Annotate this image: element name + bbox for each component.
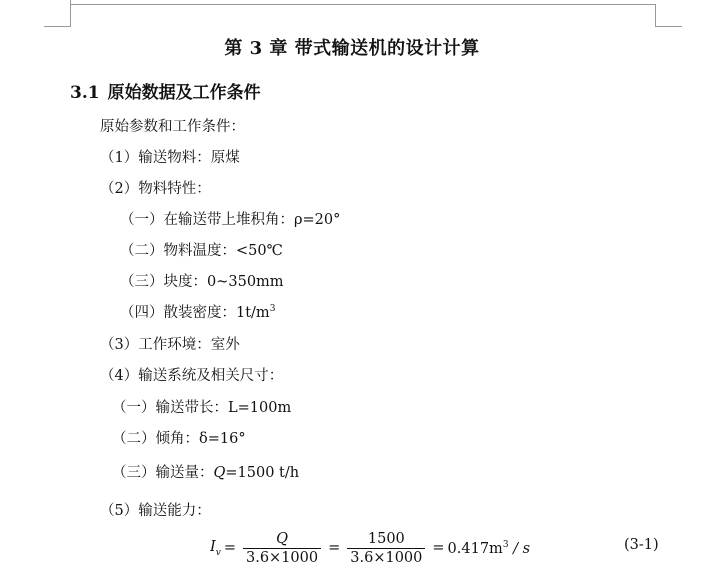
throughput-label: （三）输送量： (112, 465, 214, 481)
fraction-1-denominator: 3.6×1000 (243, 548, 321, 566)
item-capacity: （5）输送能力： (100, 503, 211, 519)
formula-equals-3: = (432, 540, 445, 556)
throughput-value: =1500 t/h (225, 465, 300, 481)
equation-number: (3-1) (624, 537, 659, 553)
section-title-text: 原始数据及工作条件 (107, 83, 261, 103)
section-heading (70, 78, 261, 103)
item-material-properties: （2）物料特性： (100, 181, 211, 197)
page-top-border (70, 4, 655, 5)
item-repose-angle: （一）在输送带上堆积角：ρ=20° (120, 212, 341, 228)
item-throughput (112, 461, 299, 482)
formula-lhs-variable: I (210, 538, 216, 555)
crop-mark-top-right-horizontal (655, 26, 682, 27)
formula-result-value: 0.417m (447, 540, 503, 557)
chapter-title: 第 3 章 带式输送机的设计计算 (224, 38, 480, 59)
crop-mark-top-left-horizontal (44, 26, 71, 27)
capacity-formula (210, 524, 530, 572)
formula-lhs (210, 539, 221, 558)
formula-lhs-subscript: v (215, 547, 221, 558)
item-bulk-density (120, 301, 275, 322)
item-belt-length: （一）输送带长：L=100m (112, 400, 292, 416)
item-material: （1）输送物料：原煤 (100, 150, 240, 166)
fraction-1-numerator: Q (276, 530, 288, 547)
bulk-density-exponent: 3 (269, 304, 276, 315)
item-system-dimensions: （4）输送系统及相关尺寸： (100, 368, 284, 384)
formula-result-unit: / s (508, 540, 531, 557)
item-temperature: （二）物料温度：<50℃ (120, 243, 283, 259)
formula-fraction-1 (243, 531, 321, 566)
fraction-2-denominator: 3.6×1000 (347, 548, 425, 566)
item-inclination: （二）倾角：δ=16° (112, 431, 246, 447)
formula-result (448, 540, 531, 557)
item-environment: （3）工作环境：室外 (100, 337, 240, 353)
intro-line: 原始参数和工作条件： (100, 119, 245, 135)
crop-mark-top-right-vertical (655, 4, 656, 26)
bulk-density-text: （四）散装密度：1t/m (120, 305, 270, 321)
formula-equals-1: = (223, 540, 236, 556)
fraction-2-numerator: 1500 (367, 530, 405, 547)
formula-result-exponent: 3 (502, 539, 509, 550)
item-lump-size: （三）块度：0~350mm (120, 274, 284, 290)
section-number: 3.1 (70, 83, 100, 103)
throughput-variable: Q (213, 465, 226, 481)
formula-equals-2: = (328, 540, 341, 556)
formula-fraction-2 (347, 531, 425, 566)
